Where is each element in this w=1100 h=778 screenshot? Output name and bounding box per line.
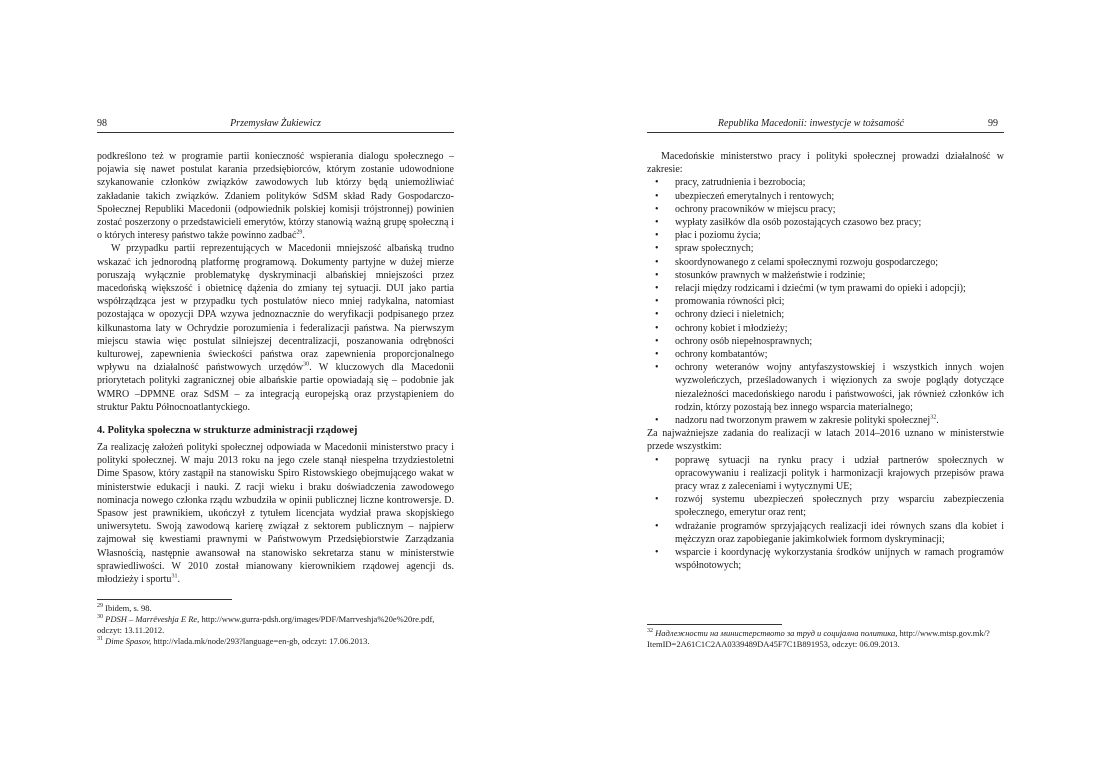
list-item: • nadzoru nad tworzonym prawem w zakresie polityki społecznej$^{32}$. <box>647 414 1004 427</box>
list-item: • stosunków prawnych w małżeństwie i rodzinie; <box>647 269 1004 282</box>
right-page <box>647 0 1004 778</box>
list-item: • relacji między rodzicami i dziećmi (w tym prawami do opieki i adopcji); <box>647 282 1004 295</box>
footnotes <box>647 628 1004 650</box>
left-page-header <box>97 117 454 133</box>
competence-list-last <box>647 414 1004 427</box>
footnote-ref: 29 <box>296 229 303 236</box>
list-item: • ochrony weteranów wojny antyfaszystowskiej i wszystkich innych wojen wyzwoleńczych, prześladowanych i więzionych za swoje poglądy dotyczące niezależności macedońskiego narodu i państwowości, jak również członków ich rodzin, którzy pozostają bez innego wsparcia materialnego; <box>647 361 1004 414</box>
list-item: • rozwój systemu ubezpieczeń społecznych przy wsparciu zabezpieczenia społecznego, emerytur oraz rent; <box>647 493 1004 519</box>
footnote: $^{31}$ Dime Spasov, http://vlada.mk/node/293?language=en-gb, odczyt: 17.06.2013. <box>97 636 370 646</box>
right-page-body <box>647 150 1004 573</box>
left-page-body <box>97 150 454 586</box>
footnote: $^{30}$ PDSH – Marrëveshja E Re, http://www.gurra-pdsh.org/images/PDF/Marrveshja%20e%20re.pdf, odczyt: 13.11.2012. <box>97 614 435 635</box>
list-item: • wypłaty zasiłków dla osób pozostających czasowo bez pracy; <box>647 216 1004 229</box>
footnote-ref: 32 <box>930 414 937 421</box>
list-item: • ochrony dzieci i nieletnich; <box>647 308 1004 321</box>
section-heading: 4. Polityka społeczna w strukturze administracji rządowej <box>97 425 358 437</box>
list-item: • spraw społecznych; <box>647 242 1004 255</box>
list-item: • wdrażanie programów sprzyjających realizacji idei równych szans dla kobiet i mężczyzn oraz zapobieganie jakimkolwiek formom dyskryminacji; <box>647 520 1004 546</box>
paragraph: Za najważniejsze zadania do realizacji w latach 2014–2016 uznano w ministerstwie przede wszystkim: <box>647 428 1004 453</box>
list-item: • skoordynowanego z celami społecznymi rozwoju gospodarczego; <box>647 256 1004 269</box>
competence-list <box>647 176 1004 414</box>
list-item: • pracy, zatrudnienia i bezrobocia; <box>647 176 1004 189</box>
footnote-ref: 30 <box>303 361 310 368</box>
running-head: Republika Macedonii: inwestycje w tożsamość <box>717 118 904 129</box>
list-item: • poprawę sytuacji na rynku pracy i udział partnerów społecznych w opracowywaniu i realizacji polityk i harmonizacji krajowych przepisów prawa pracy wraz z zaleceniami i wytycznymi UE; <box>647 454 1004 494</box>
footnote-rule <box>97 599 232 600</box>
list-item: • ochrony kobiet i młodzieży; <box>647 322 1004 335</box>
list-item: • ochrony kombatantów; <box>647 348 1004 361</box>
list-item: • płac i poziomu życia; <box>647 229 1004 242</box>
footnote: $^{32}$ Надлежности на министерството за труд и социјална политика, http://www.mtsp.gov.mk/?ItemID=2A61C1C2AA0339489DA45F7C1B891953, odczyt: 06.09.2013. <box>647 628 990 649</box>
paragraph: Macedońskie ministerstwo pracy i polityki społecznej prowadzi działalność w zakresie: <box>647 151 1004 176</box>
tasks-list <box>647 454 1004 573</box>
right-page-header <box>647 117 1004 133</box>
running-head: Przemysław Żukiewicz <box>230 118 321 129</box>
paragraph: podkreślono też w programie partii konieczność wspierania dialogu społecznego – pojawia się nawet postulat karania przedsiębiorców, którym zostanie udowodnione szykanowanie członków związków zawodowych lub którzy będą uniemożliwiać zakładanie takich związków. Zdaniem polityków SdSM skład Rady Gospodarczo-Społecznej Republiki Macedonii (odpowiednik polskiej komisji trójstronnej) powinien zostać poszerzony o przedstawicieli emerytów, którzy stanowią ważną grupę społeczną i o których interesy państwo także powinno zadbać$^{29}$. <box>97 151 454 242</box>
footnote-rule <box>647 624 782 625</box>
page-number: 98 <box>97 118 107 129</box>
list-item: • promowania równości płci; <box>647 295 1004 308</box>
paragraph: Za realizację założeń polityki społecznej odpowiada w Macedonii ministerstwo pracy i polityki społecznej. W maju 2013 roku na jego czele stanął niespełna trzydziestoletni Dime Spasow, który zastąpił na stanowisku Spiro Ristowskiego obejmującego wakat w ministerstwie edukacji i nauki. Z racji wieku i braku doświadczenia zawodowego nominacja nowego członka rządu wzbudziła w opinii publicznej liczne kontrowersje. D. Spasow jest prawnikiem, ukończył z tytułem licencjata wydział prawa skopjskiego uniwersytetu. Swoją zawodową karierę związał z sektorem publicznym – najpierw zajmował się kwestiami prawnymi w Państwowym Przedsiębiorstwie Zarządzania Własnością, następnie awansował na stanowisko sekretarza stanu w ministerstwie sprawiedliwości. W 2010 został mianowany kierownikiem rządowej agencji ds. młodzieży i sportu$^{31}$. <box>97 442 454 586</box>
list-item: • ubezpieczeń emerytalnych i rentowych; <box>647 190 1004 203</box>
left-page <box>97 0 454 778</box>
footnote-ref: 31 <box>171 573 178 580</box>
page-number: 99 <box>988 118 998 129</box>
list-item: • ochrony osób niepełnosprawnych; <box>647 335 1004 348</box>
paragraph: W przypadku partii reprezentujących w Macedonii mniejszość albańską trudno wskazać ich jednorodną platformę programową. Dokumenty partyjne w dużej mierze poruszają wyłącznie problematykę dyskryminacji albańskiej mniejszości przez macedońską większość i obietnicę dążenia do zmiany tej sytuacji. DUI jako partia współrządząca jest w przypadku tych postulatów nieco mniej radykalna, natomiast pozostająca w opozycji DPA wzywa jednoznacznie do weryfikacji podpisanego przez kilkunastoma laty w Ochrydzie porozumienia i federalizacji państwa. Na pierwszym miejscu stawia więc postulat silniejszej decentralizacji, poszanowania odrębności kulturowej, zapewnienia świeckości państwa oraz zapewnienia proporcjonalnego wpływu na działalność państwowych urzędów$^{30}$. W kluczowych dla Macedonii priorytetach polityki zagranicznej obie albańskie partie opowiadają się – podobnie jak WMRO –DPMNE oraz SdSM – za integracją europejską oraz przystąpieniem do struktur Paktu Północnoatlantyckiego. <box>97 243 454 413</box>
list-item: • wsparcie i koordynację wykorzystania środków unijnych w ramach programów współnotowych; <box>647 546 1004 572</box>
list-item: • ochrony pracowników w miejscu pracy; <box>647 203 1004 216</box>
footnote: $^{29}$ Ibidem, s. 98. <box>97 603 152 613</box>
footnotes <box>97 603 454 647</box>
